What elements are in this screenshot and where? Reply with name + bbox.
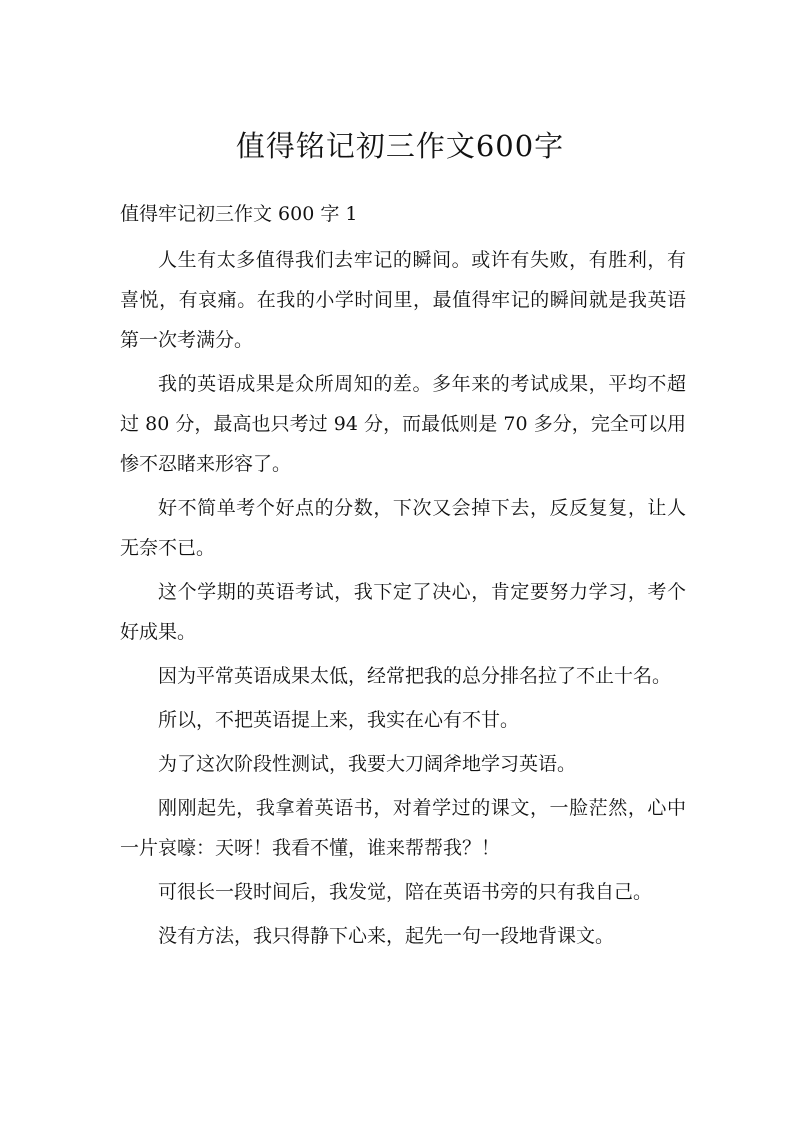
document-title: 值得铭记初三作文600字 (235, 129, 565, 163)
paragraph: 所以，不把英语提上来，我实在心有不甘。 (158, 709, 520, 731)
paragraph: 没有方法，我只得静下心来，起先一句一段地背课文。 (158, 925, 615, 947)
paragraph: 人生有太多值得我们去牢记的瞬间。或许有失败，有胜利，有喜悦，有哀痛。在我的小学时间里，最值得牢记的瞬间就是我英语第一次考满分。 (120, 249, 686, 351)
paragraph: 刚刚起先，我拿着英语书，对着学过的课文，一脸茫然，心中一片哀嚎：天呀！我看不懂，谁来帮帮我？！ (120, 797, 686, 859)
document-subtitle: 值得牢记初三作文 600 字 1 (120, 203, 358, 225)
paragraph: 这个学期的英语考试，我下定了决心，肯定要努力学习，考个好成果。 (120, 581, 686, 643)
paragraph: 我的英语成果是众所周知的差。多年来的考试成果，平均不超过 80 分，最高也只考过 94 分，而最低则是 70 多分，完全可以用惨不忍睹来形容了。 (120, 373, 686, 475)
paragraph: 因为平常英语成果太低，经常把我的总分排名拉了不止十名。 (158, 665, 672, 687)
paragraph: 好不简单考个好点的分数，下次又会掉下去，反反复复，让人无奈不已。 (120, 497, 686, 559)
document-body (120, 240, 686, 960)
paragraph: 可很长一段时间后，我发觉，陪在英语书旁的只有我自己。 (158, 881, 653, 903)
paragraph: 为了这次阶段性测试，我要大刀阔斧地学习英语。 (158, 753, 577, 775)
